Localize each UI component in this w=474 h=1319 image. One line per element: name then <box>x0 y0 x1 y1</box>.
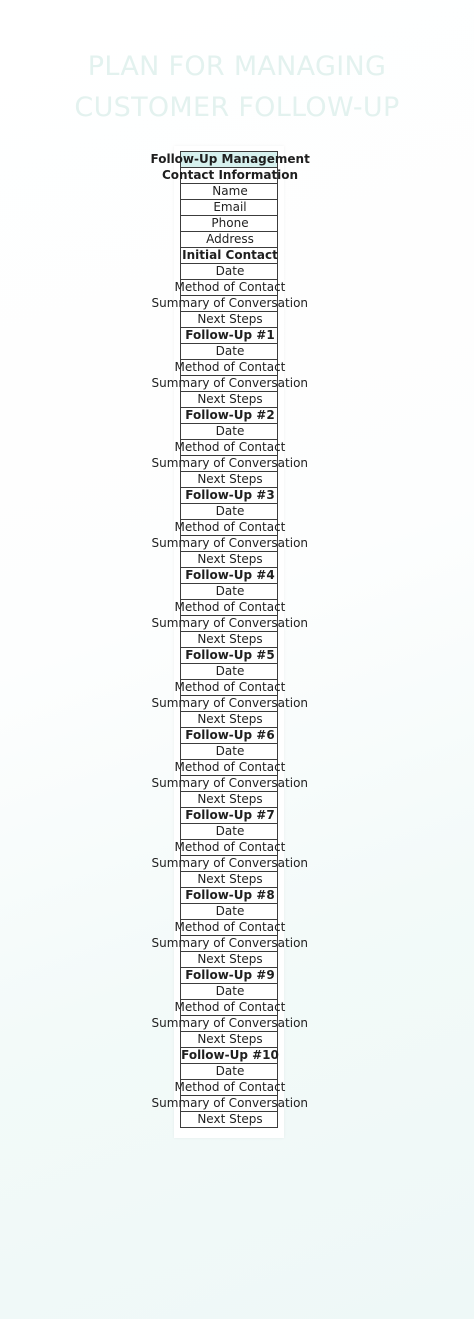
cell-text: Date <box>215 504 245 518</box>
field-label-cell[interactable] <box>181 1032 278 1048</box>
cell-text: Method of Contact <box>174 360 286 374</box>
cell-text: Next Steps <box>197 1112 263 1126</box>
table-row <box>181 1032 278 1048</box>
cell-text: Follow-Up #2 <box>185 408 275 422</box>
cell-text: Summary of Conversation <box>151 856 309 870</box>
table-row <box>181 776 278 792</box>
cell-text: Summary of Conversation <box>151 456 309 470</box>
field-label-cell[interactable] <box>174 680 286 696</box>
table-row <box>181 984 278 1000</box>
cell-text: Date <box>215 584 245 598</box>
cell-text: Follow-Up #5 <box>185 648 275 662</box>
cell-text: Date <box>215 984 245 998</box>
cell-text: Method of Contact <box>174 920 286 934</box>
field-label-cell[interactable] <box>174 600 286 616</box>
field-label-cell[interactable] <box>174 1000 286 1016</box>
field-label-cell[interactable] <box>174 520 286 536</box>
page-title-line-2: CUSTOMER FOLLOW-UP <box>74 92 400 123</box>
cell-text: Follow-Up #10 <box>181 1048 279 1062</box>
cell-text: Method of Contact <box>174 280 286 294</box>
cell-text: Follow-Up Management <box>150 152 310 166</box>
table-row <box>181 744 278 760</box>
cell-text: Date <box>215 344 245 358</box>
table-row <box>181 1048 278 1064</box>
follow-up-table <box>150 151 310 1128</box>
section-header-cell[interactable] <box>181 328 278 344</box>
field-label-cell[interactable] <box>151 1016 309 1032</box>
section-header-cell[interactable] <box>181 408 278 424</box>
table-row <box>181 200 278 216</box>
cell-text: Date <box>215 1064 245 1078</box>
cell-text: Summary of Conversation <box>151 696 309 710</box>
table-row <box>181 872 278 888</box>
table-row <box>181 584 278 600</box>
field-label-cell[interactable] <box>181 312 278 328</box>
page-title-line-1: PLAN FOR MANAGING <box>87 51 387 82</box>
cell-text: Method of Contact <box>174 680 286 694</box>
table-row <box>181 1112 278 1128</box>
table-row <box>181 440 278 456</box>
table-row <box>181 824 278 840</box>
field-label-cell[interactable] <box>181 824 278 840</box>
field-label-cell[interactable] <box>151 776 309 792</box>
field-label-cell[interactable] <box>181 792 278 808</box>
table-row <box>181 664 278 680</box>
table-row <box>181 632 278 648</box>
table-row <box>181 216 278 232</box>
field-label-cell[interactable] <box>181 904 278 920</box>
cell-text: Next Steps <box>197 392 263 406</box>
table-row <box>181 408 278 424</box>
table-row <box>181 760 278 776</box>
table-row <box>181 840 278 856</box>
cell-text: Initial Contact <box>182 248 278 262</box>
cell-text: Follow-Up #1 <box>185 328 275 342</box>
field-label-cell[interactable] <box>181 392 278 408</box>
table-row <box>181 488 278 504</box>
field-label-cell[interactable] <box>174 360 286 376</box>
section-header-cell[interactable] <box>162 168 299 184</box>
cell-text: Method of Contact <box>174 1000 286 1014</box>
cell-text: Date <box>215 904 245 918</box>
table-row <box>181 248 278 264</box>
field-label-cell[interactable] <box>174 280 286 296</box>
table-row <box>181 328 278 344</box>
section-header-cell[interactable] <box>181 248 278 264</box>
cell-text: Method of Contact <box>174 440 286 454</box>
section-header-cell[interactable] <box>181 888 278 904</box>
cell-text: Summary of Conversation <box>151 1096 309 1110</box>
table-row <box>181 184 278 200</box>
table-row <box>181 936 278 952</box>
field-label-cell[interactable] <box>181 1112 278 1128</box>
table-row <box>181 424 278 440</box>
cell-text: Next Steps <box>197 712 263 726</box>
field-label-cell[interactable] <box>181 872 278 888</box>
table-row <box>181 568 278 584</box>
cell-text: Follow-Up #7 <box>185 808 275 822</box>
cell-text: Method of Contact <box>174 840 286 854</box>
cell-text: Next Steps <box>197 552 263 566</box>
field-label-cell[interactable] <box>151 856 309 872</box>
cell-text: Date <box>215 424 245 438</box>
field-label-cell[interactable] <box>181 232 278 248</box>
cell-text: Summary of Conversation <box>151 1016 309 1030</box>
field-label-cell[interactable] <box>181 632 278 648</box>
cell-text: Next Steps <box>197 312 263 326</box>
field-label-cell[interactable] <box>151 1096 309 1112</box>
table-title-cell[interactable] <box>150 152 310 168</box>
cell-text: Method of Contact <box>174 1080 286 1094</box>
follow-up-table-body <box>150 152 310 1128</box>
section-header-cell[interactable] <box>181 648 278 664</box>
table-row <box>181 1096 278 1112</box>
field-label-cell[interactable] <box>181 344 278 360</box>
cell-text: Follow-Up #8 <box>185 888 275 902</box>
field-label-cell[interactable] <box>181 584 278 600</box>
cell-text: Follow-Up #4 <box>185 568 275 582</box>
table-row <box>181 712 278 728</box>
spreadsheet-preview <box>150 146 310 1138</box>
field-label-cell[interactable] <box>151 616 309 632</box>
cell-text: Next Steps <box>197 952 263 966</box>
field-label-cell[interactable] <box>151 536 309 552</box>
cell-text: Name <box>212 184 248 198</box>
table-row <box>181 616 278 632</box>
cell-text: Follow-Up #3 <box>185 488 275 502</box>
table-row <box>181 520 278 536</box>
table-row <box>181 952 278 968</box>
section-header-cell[interactable] <box>181 488 278 504</box>
section-header-cell[interactable] <box>181 1048 278 1064</box>
section-header-cell[interactable] <box>181 808 278 824</box>
table-row <box>181 280 278 296</box>
table-row <box>181 1064 278 1080</box>
field-label-cell[interactable] <box>174 1080 286 1096</box>
cell-text: Phone <box>211 216 249 230</box>
field-label-cell[interactable] <box>181 200 278 216</box>
table-row <box>181 472 278 488</box>
table-row <box>181 728 278 744</box>
cell-text: Method of Contact <box>174 760 286 774</box>
cell-text: Summary of Conversation <box>151 776 309 790</box>
cell-text: Address <box>206 232 254 246</box>
field-label-cell[interactable] <box>181 472 278 488</box>
table-row <box>181 456 278 472</box>
table-row <box>181 264 278 280</box>
field-label-cell[interactable] <box>181 712 278 728</box>
cell-text: Date <box>215 264 245 278</box>
field-label-cell[interactable] <box>181 552 278 568</box>
cell-text: Summary of Conversation <box>151 296 309 310</box>
cell-text: Summary of Conversation <box>151 936 309 950</box>
table-row <box>181 648 278 664</box>
field-label-cell[interactable] <box>174 920 286 936</box>
field-label-cell[interactable] <box>181 216 278 232</box>
cell-text: Summary of Conversation <box>151 616 309 630</box>
cell-text: Method of Contact <box>174 600 286 614</box>
cell-text: Method of Contact <box>174 520 286 534</box>
field-label-cell[interactable] <box>181 264 278 280</box>
field-label-cell[interactable] <box>181 504 278 520</box>
cell-text: Follow-Up #6 <box>185 728 275 742</box>
cell-text: Date <box>215 824 245 838</box>
cell-text: Email <box>213 200 247 214</box>
field-label-cell[interactable] <box>174 440 286 456</box>
field-label-cell[interactable] <box>181 952 278 968</box>
table-row <box>181 1016 278 1032</box>
field-label-cell[interactable] <box>181 744 278 760</box>
cell-text: Next Steps <box>197 792 263 806</box>
field-label-cell[interactable] <box>181 424 278 440</box>
field-label-cell[interactable] <box>181 984 278 1000</box>
cell-text: Date <box>215 744 245 758</box>
table-row <box>181 376 278 392</box>
field-label-cell[interactable] <box>151 296 309 312</box>
cell-text: Next Steps <box>197 872 263 886</box>
table-row <box>181 344 278 360</box>
table-row <box>181 856 278 872</box>
section-header-cell[interactable] <box>181 968 278 984</box>
cell-text: Follow-Up #9 <box>185 968 275 982</box>
table-row <box>181 152 278 168</box>
cell-text: Summary of Conversation <box>151 536 309 550</box>
page-title <box>0 46 474 128</box>
cell-text: Next Steps <box>197 472 263 486</box>
table-row <box>181 168 278 184</box>
field-label-cell[interactable] <box>181 1064 278 1080</box>
table-row <box>181 904 278 920</box>
table-row <box>181 312 278 328</box>
table-row <box>181 792 278 808</box>
field-label-cell[interactable] <box>151 696 309 712</box>
table-row <box>181 968 278 984</box>
field-label-cell[interactable] <box>151 936 309 952</box>
field-label-cell[interactable] <box>174 840 286 856</box>
table-row <box>181 360 278 376</box>
table-row <box>181 504 278 520</box>
field-label-cell[interactable] <box>181 664 278 680</box>
table-row <box>181 392 278 408</box>
table-row <box>181 232 278 248</box>
cell-text: Contact Information <box>162 168 299 182</box>
cell-text: Next Steps <box>197 1032 263 1046</box>
cell-text: Date <box>215 664 245 678</box>
table-row <box>181 920 278 936</box>
table-row <box>181 1000 278 1016</box>
field-label-cell[interactable] <box>181 184 278 200</box>
field-label-cell[interactable] <box>151 376 309 392</box>
table-row <box>181 888 278 904</box>
table-row <box>181 600 278 616</box>
table-row <box>181 1080 278 1096</box>
section-header-cell[interactable] <box>181 568 278 584</box>
table-row <box>181 296 278 312</box>
table-row <box>181 680 278 696</box>
table-row <box>181 696 278 712</box>
field-label-cell[interactable] <box>174 760 286 776</box>
field-label-cell[interactable] <box>151 456 309 472</box>
table-row <box>181 552 278 568</box>
table-row <box>181 808 278 824</box>
table-row <box>181 536 278 552</box>
cell-text: Next Steps <box>197 632 263 646</box>
cell-text: Summary of Conversation <box>151 376 309 390</box>
section-header-cell[interactable] <box>181 728 278 744</box>
